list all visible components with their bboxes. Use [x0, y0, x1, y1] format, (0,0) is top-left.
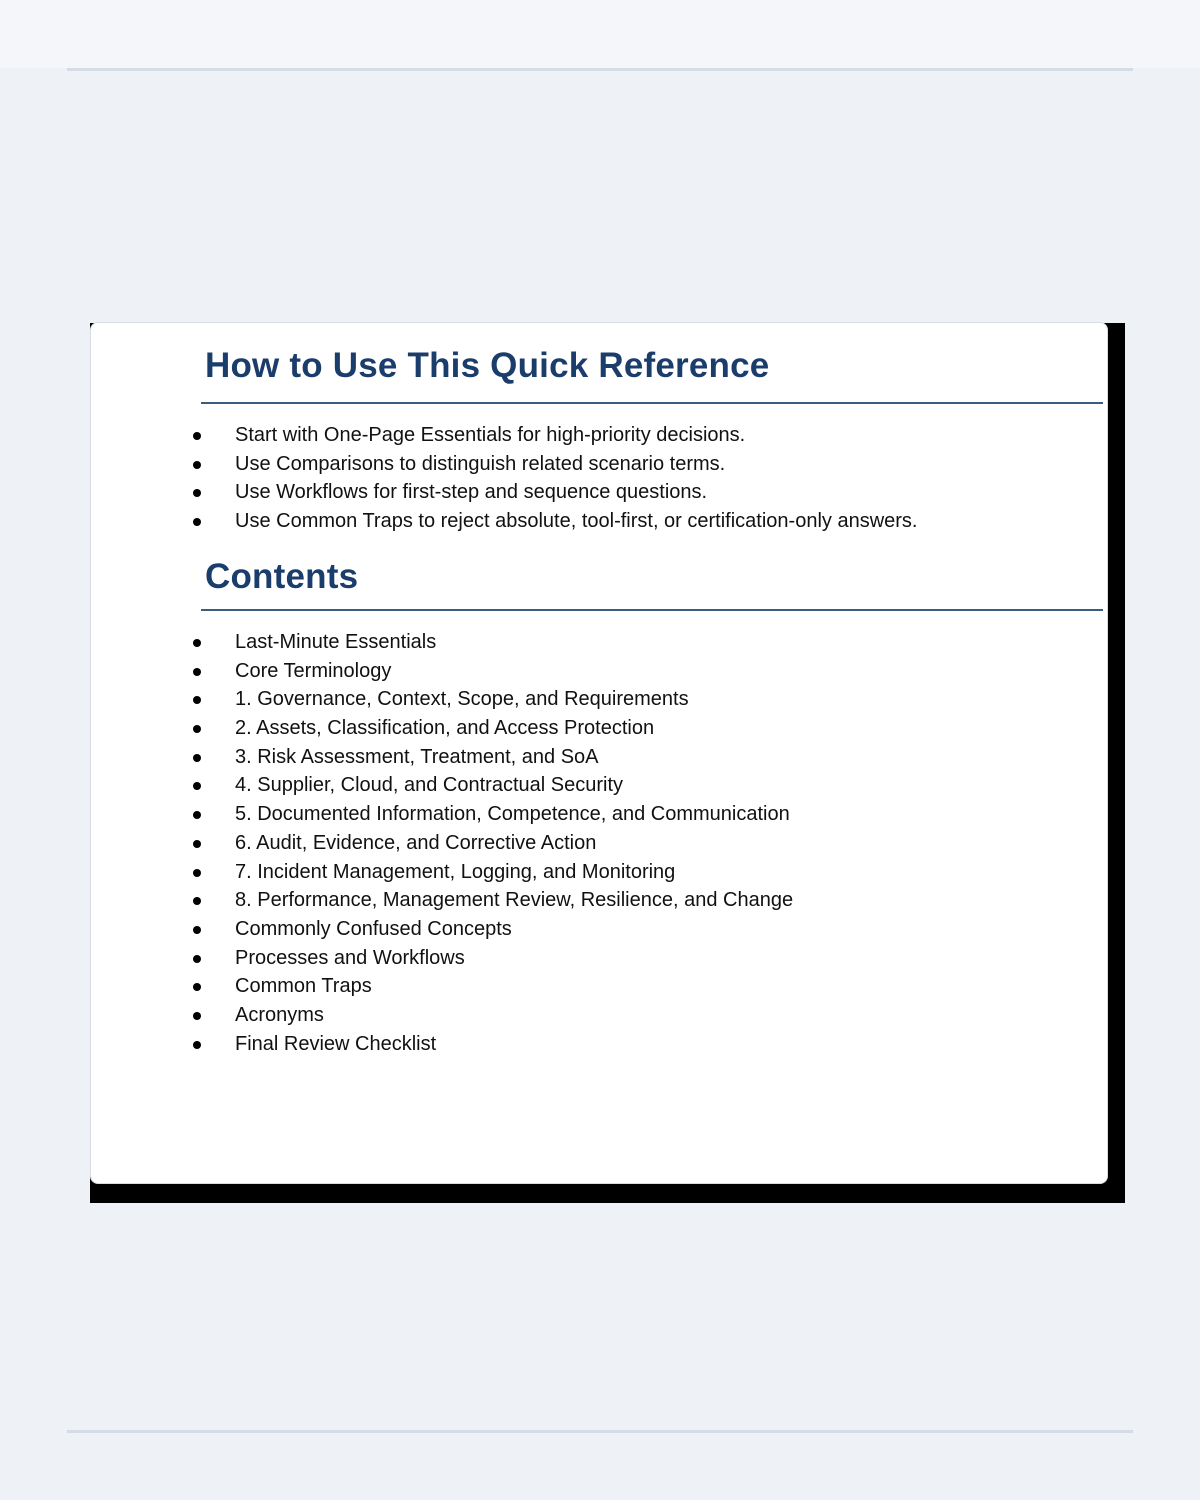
contents-item-text: Acronyms [235, 1003, 324, 1026]
contents-heading: Contents [205, 557, 359, 596]
bullet-icon [193, 926, 201, 934]
bullet-icon [193, 955, 201, 963]
bullet-icon [193, 897, 201, 905]
bullet-icon [193, 696, 201, 704]
viewer-bottom-divider [67, 1430, 1133, 1433]
bullet-icon [193, 869, 201, 877]
contents-item-text: Last-Minute Essentials [235, 631, 437, 653]
reference-heading: How to Use This Quick Reference [205, 346, 770, 385]
bullet-icon [193, 518, 201, 526]
contents-item-text: 4. Supplier, Cloud, and Contractual Security [235, 774, 623, 797]
list-item-text: Use Common Traps to reject absolute, tool-first, or certification-only answers. [235, 510, 918, 533]
bullet-icon [193, 639, 201, 647]
contents-item-text: Common Traps [235, 975, 372, 998]
document-page [90, 322, 1108, 1184]
list-item-text: Use Comparisons to distinguish related scenario terms. [235, 452, 726, 475]
contents-item-text: 5. Documented Information, Competence, and Communication [235, 803, 790, 826]
contents-heading-rule [201, 609, 1103, 611]
bullet-icon [193, 782, 201, 790]
bullet-icon [193, 754, 201, 762]
viewer-top-divider [67, 68, 1133, 71]
contents-item-text: Core Terminology [235, 659, 392, 682]
contents-item-text: Final Review Checklist [235, 1032, 437, 1055]
bullet-icon [193, 432, 201, 440]
reference-heading-rule [201, 402, 1103, 404]
bullet-icon [193, 725, 201, 733]
contents-item-text: 1. Governance, Context, Scope, and Requirements [235, 688, 689, 711]
list-item-text: Use Workflows for first-step and sequence questions. [235, 481, 708, 504]
contents-item-text: 6. Audit, Evidence, and Corrective Action [235, 831, 597, 854]
bullet-icon [193, 1012, 201, 1020]
contents-item-text: 2. Assets, Classification, and Access Protection [235, 717, 655, 740]
contents-item-text: 3. Risk Assessment, Treatment, and SoA [235, 745, 599, 768]
bullet-icon [193, 811, 201, 819]
bullet-icon [193, 840, 201, 848]
bullet-icon [193, 489, 201, 497]
bullet-icon [193, 668, 201, 676]
contents-item-text: Processes and Workflows [235, 946, 465, 969]
viewer-top-bar [0, 0, 1200, 68]
bullet-icon [193, 983, 201, 991]
contents-item-text: 7. Incident Management, Logging, and Monitoring [235, 860, 676, 883]
contents-item-text: Commonly Confused Concepts [235, 917, 512, 940]
bullet-icon [193, 461, 201, 469]
contents-item-text: 8. Performance, Management Review, Resilience, and Change [235, 889, 794, 912]
list-item-text: Start with One-Page Essentials for high-priority decisions. [235, 424, 746, 446]
bullet-icon [193, 1041, 201, 1049]
